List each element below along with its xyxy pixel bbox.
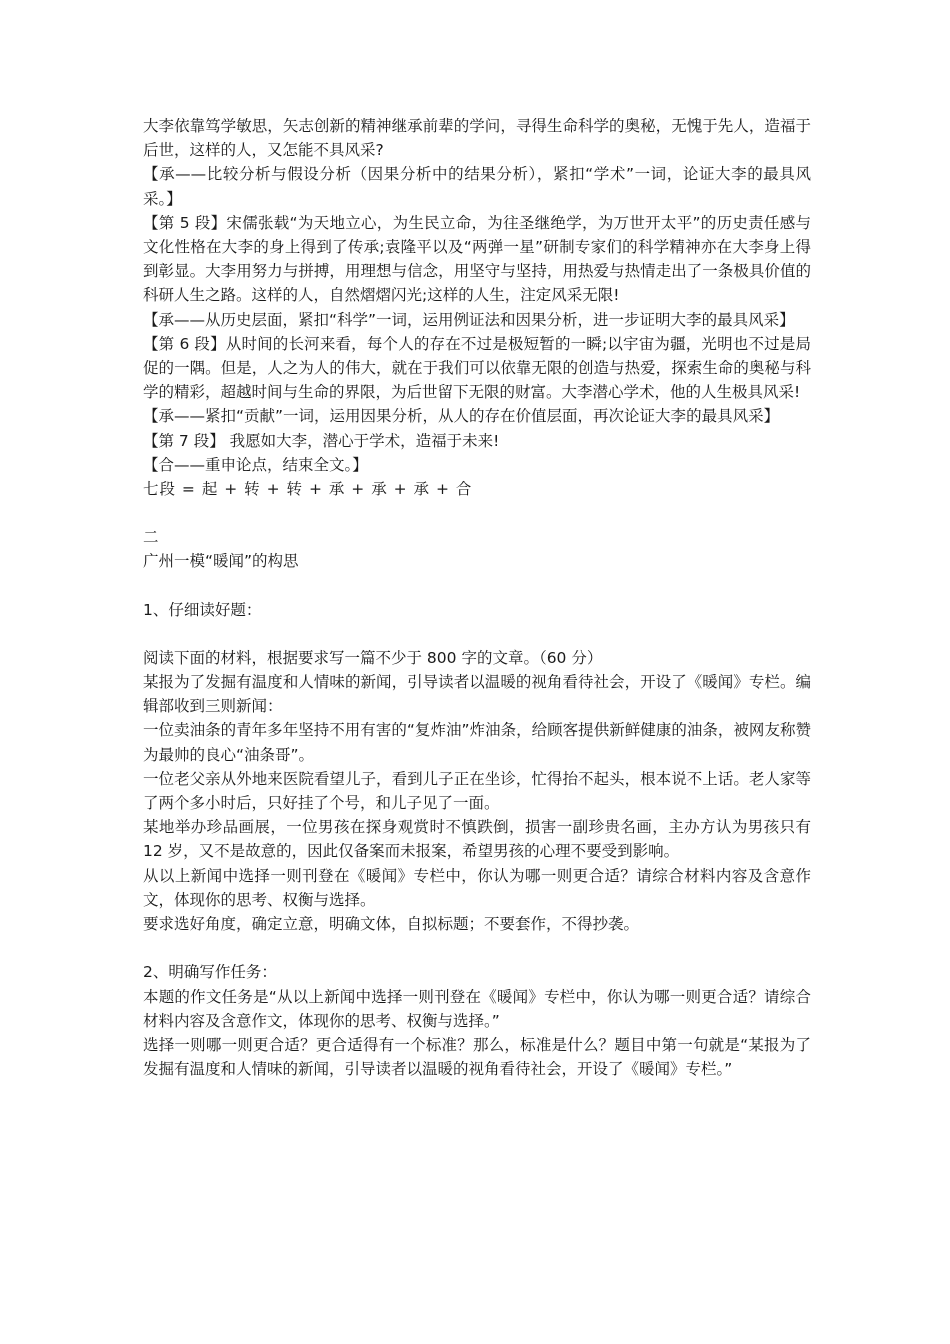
blank-line bbox=[143, 622, 811, 646]
news-item-1: 一位卖油条的青年多年坚持不用有害的“复炸油”炸油条，给顾客提供新鲜健康的油条，被网友称赞为最帅的良心“油条哥”。 bbox=[143, 721, 811, 764]
step-2-heading: 2、明确写作任务： bbox=[143, 963, 277, 982]
commentary-3: 【承——紧扣“贡献”一词，运用因果分析，从人的存在价值层面，再次论证大李的最具风采】 bbox=[143, 407, 780, 426]
commentary-4: 【合——重申论点，结束全文。】 bbox=[143, 455, 368, 474]
news-item-2: 一位老父亲从外地来医院看望儿子，看到儿子正在坐诊，忙得抬不起头，根本说不上话。老人家等了两个多小时后，只好挂了个号，和儿子见了一面。 bbox=[143, 769, 811, 813]
task-statement: 本题的作文任务是“从以上新闻中选择一则刊登在《暖闻》专栏中，你认为哪一则更合适？请综合材料内容及含意作文，体现你的思考、权衡与选择。” bbox=[143, 987, 811, 1030]
prompt-material-intro: 某报为了发掘有温度和人情味的新闻，引导读者以温暖的视角看待社会，开设了《暖闻》专栏。编辑部收到三则新闻： bbox=[143, 673, 811, 716]
section-number: 二 bbox=[143, 528, 159, 547]
blank-line bbox=[143, 936, 811, 960]
structure-summary: 七段 = 起 + 转 + 转 + 承 + 承 + 承 + 合 bbox=[143, 480, 473, 499]
paragraph-7: 【第 7 段】 我愿如大李，潜心于学术，造福于未来! bbox=[143, 431, 500, 450]
paragraph-6: 【第 6 段】从时间的长河来看，每个人的存在不过是极短暂的一瞬;以宇宙为疆，光明也不过是局促的一隅。但是，人之为人的伟大，就在于我们可以依靠无限的创造与热爱，探索生命的奥秘与科学的精彩，超越时间与生命的界限，为后世留下无限的财富。大李潜心学术，他的人生极具风采! bbox=[143, 334, 811, 402]
prompt-task: 从以上新闻中选择一则刊登在《暖闻》专栏中，你认为哪一则更合适？请综合材料内容及含意作文，体现你的思考、权衡与选择。 bbox=[143, 866, 811, 909]
paragraph-5: 【第 5 段】宋儒张载“为天地立心，为生民立命，为往圣继绝学，为万世开太平”的历史责任感与文化性格在大李的身上得到了传承;袁隆平以及“两弹一星”研制专家们的科学精神亦在大李身上得到彰显。大李用努力与拼搏，用理想与信念，用坚守与坚持，用热爱与热情走出了一条极具价值的科研人生之路。这样的人，自然熠熠闪光;这样的人生，注定风采无限! bbox=[143, 213, 811, 305]
section-title: 广州一模“暖闻”的构思 bbox=[143, 552, 299, 571]
prompt-requirements: 要求选好角度，确定立意，明确文体，自拟标题；不要套作，不得抄袭。 bbox=[143, 915, 640, 934]
blank-line bbox=[143, 574, 811, 598]
news-item-3: 某地举办珍品画展，一位男孩在探身观赏时不慎跌倒，损害一副珍贵名画，主办方认为男孩只有 12 岁，又不是故意的，因此仅备案而未报案，希望男孩的心理不要受到影响。 bbox=[143, 818, 811, 861]
prompt-instruction: 阅读下面的材料，根据要求写一篇不少于 800 字的文章。（60 分） bbox=[143, 648, 603, 667]
step-1-heading: 1、仔细读好题： bbox=[143, 600, 262, 619]
blank-line bbox=[143, 501, 811, 525]
commentary-2: 【承——从历史层面，紧扣“科学”一词，运用例证法和因果分析，进一步证明大李的最具风采】 bbox=[143, 310, 795, 329]
paragraph-1: 大李依靠笃学敏思，矢志创新的精神继承前辈的学问，寻得生命科学的奥秘，无愧于先人，造福于后世，这样的人，又怎能不具风采? bbox=[143, 117, 811, 160]
commentary-1: 【承——比较分析与假设分析（因果分析中的结果分析），紧扣“学术”一词，论证大李的最具风采。】 bbox=[143, 165, 811, 208]
document-body bbox=[143, 114, 811, 1081]
task-analysis: 选择一则哪一则更合适？更合适得有一个标准？那么，标准是什么？题目中第一句就是“某报为了发掘有温度和人情味的新闻，引导读者以温暖的视角看待社会，开设了《暖闻》专栏。” bbox=[143, 1035, 811, 1079]
